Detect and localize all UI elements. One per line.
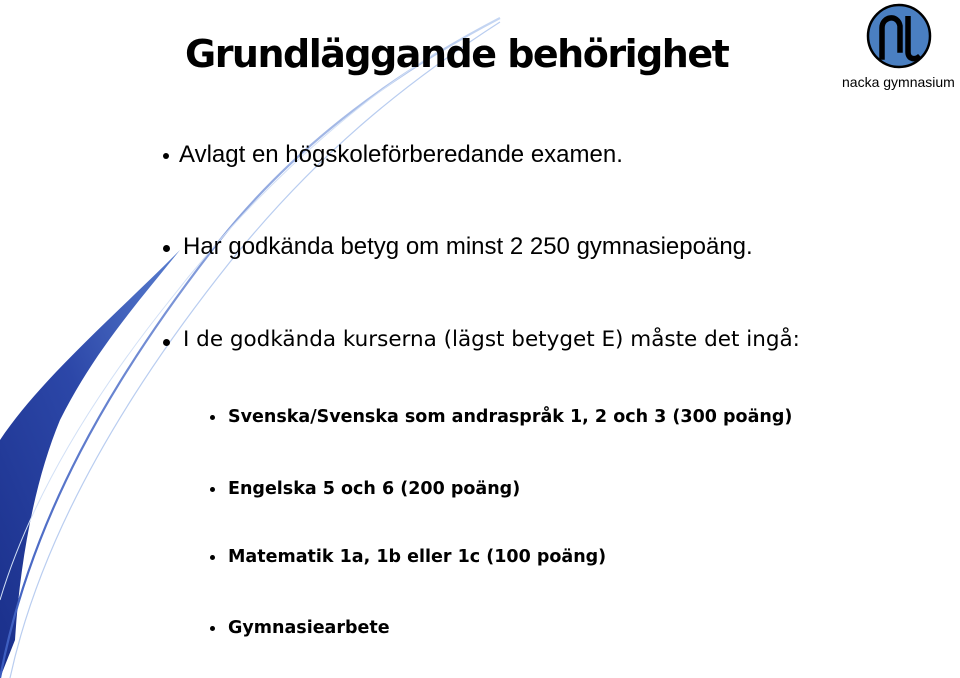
bullet-text: Har godkända betyg om minst 2 250 gymnasiepoäng.: [183, 233, 753, 260]
logo-text: nacka gymnasium: [842, 74, 955, 90]
bullet-exam: [163, 141, 623, 169]
sub-bullet-dot-icon: [210, 487, 215, 492]
sub-bullet-text: Matematik 1a, 1b eller 1c (100 poäng): [228, 547, 607, 567]
bullet-dot-icon: [163, 153, 169, 159]
bullet-courses: [163, 327, 800, 352]
sub-bullet-text: Svenska/Svenska som andraspråk 1, 2 och 3 (300 poäng): [228, 407, 793, 427]
nacka-gymnasium-logo: [838, 0, 960, 95]
slide-title: Grundläggande behörighet: [185, 32, 729, 76]
sub-bullet-project: [210, 618, 390, 638]
bullet-dot-icon: [163, 245, 170, 252]
sub-bullet-text: Gymnasiearbete: [228, 618, 390, 638]
sub-bullet-math: [210, 547, 607, 567]
bullet-points: [163, 233, 753, 261]
sub-bullet-dot-icon: [210, 415, 215, 420]
sub-bullet-dot-icon: [210, 626, 215, 631]
bullet-dot-icon: [163, 339, 170, 346]
sub-bullet-english: [210, 479, 521, 499]
bullet-text: Avlagt en högskoleförberedande examen.: [179, 141, 623, 168]
sub-bullet-swedish: [210, 407, 793, 427]
sub-bullet-text: Engelska 5 och 6 (200 poäng): [228, 479, 521, 499]
sub-bullet-dot-icon: [210, 555, 215, 560]
bullet-text: I de godkända kurserna (lägst betyget E) måste det ingå:: [183, 327, 800, 352]
logo-mark-icon: [866, 2, 932, 70]
